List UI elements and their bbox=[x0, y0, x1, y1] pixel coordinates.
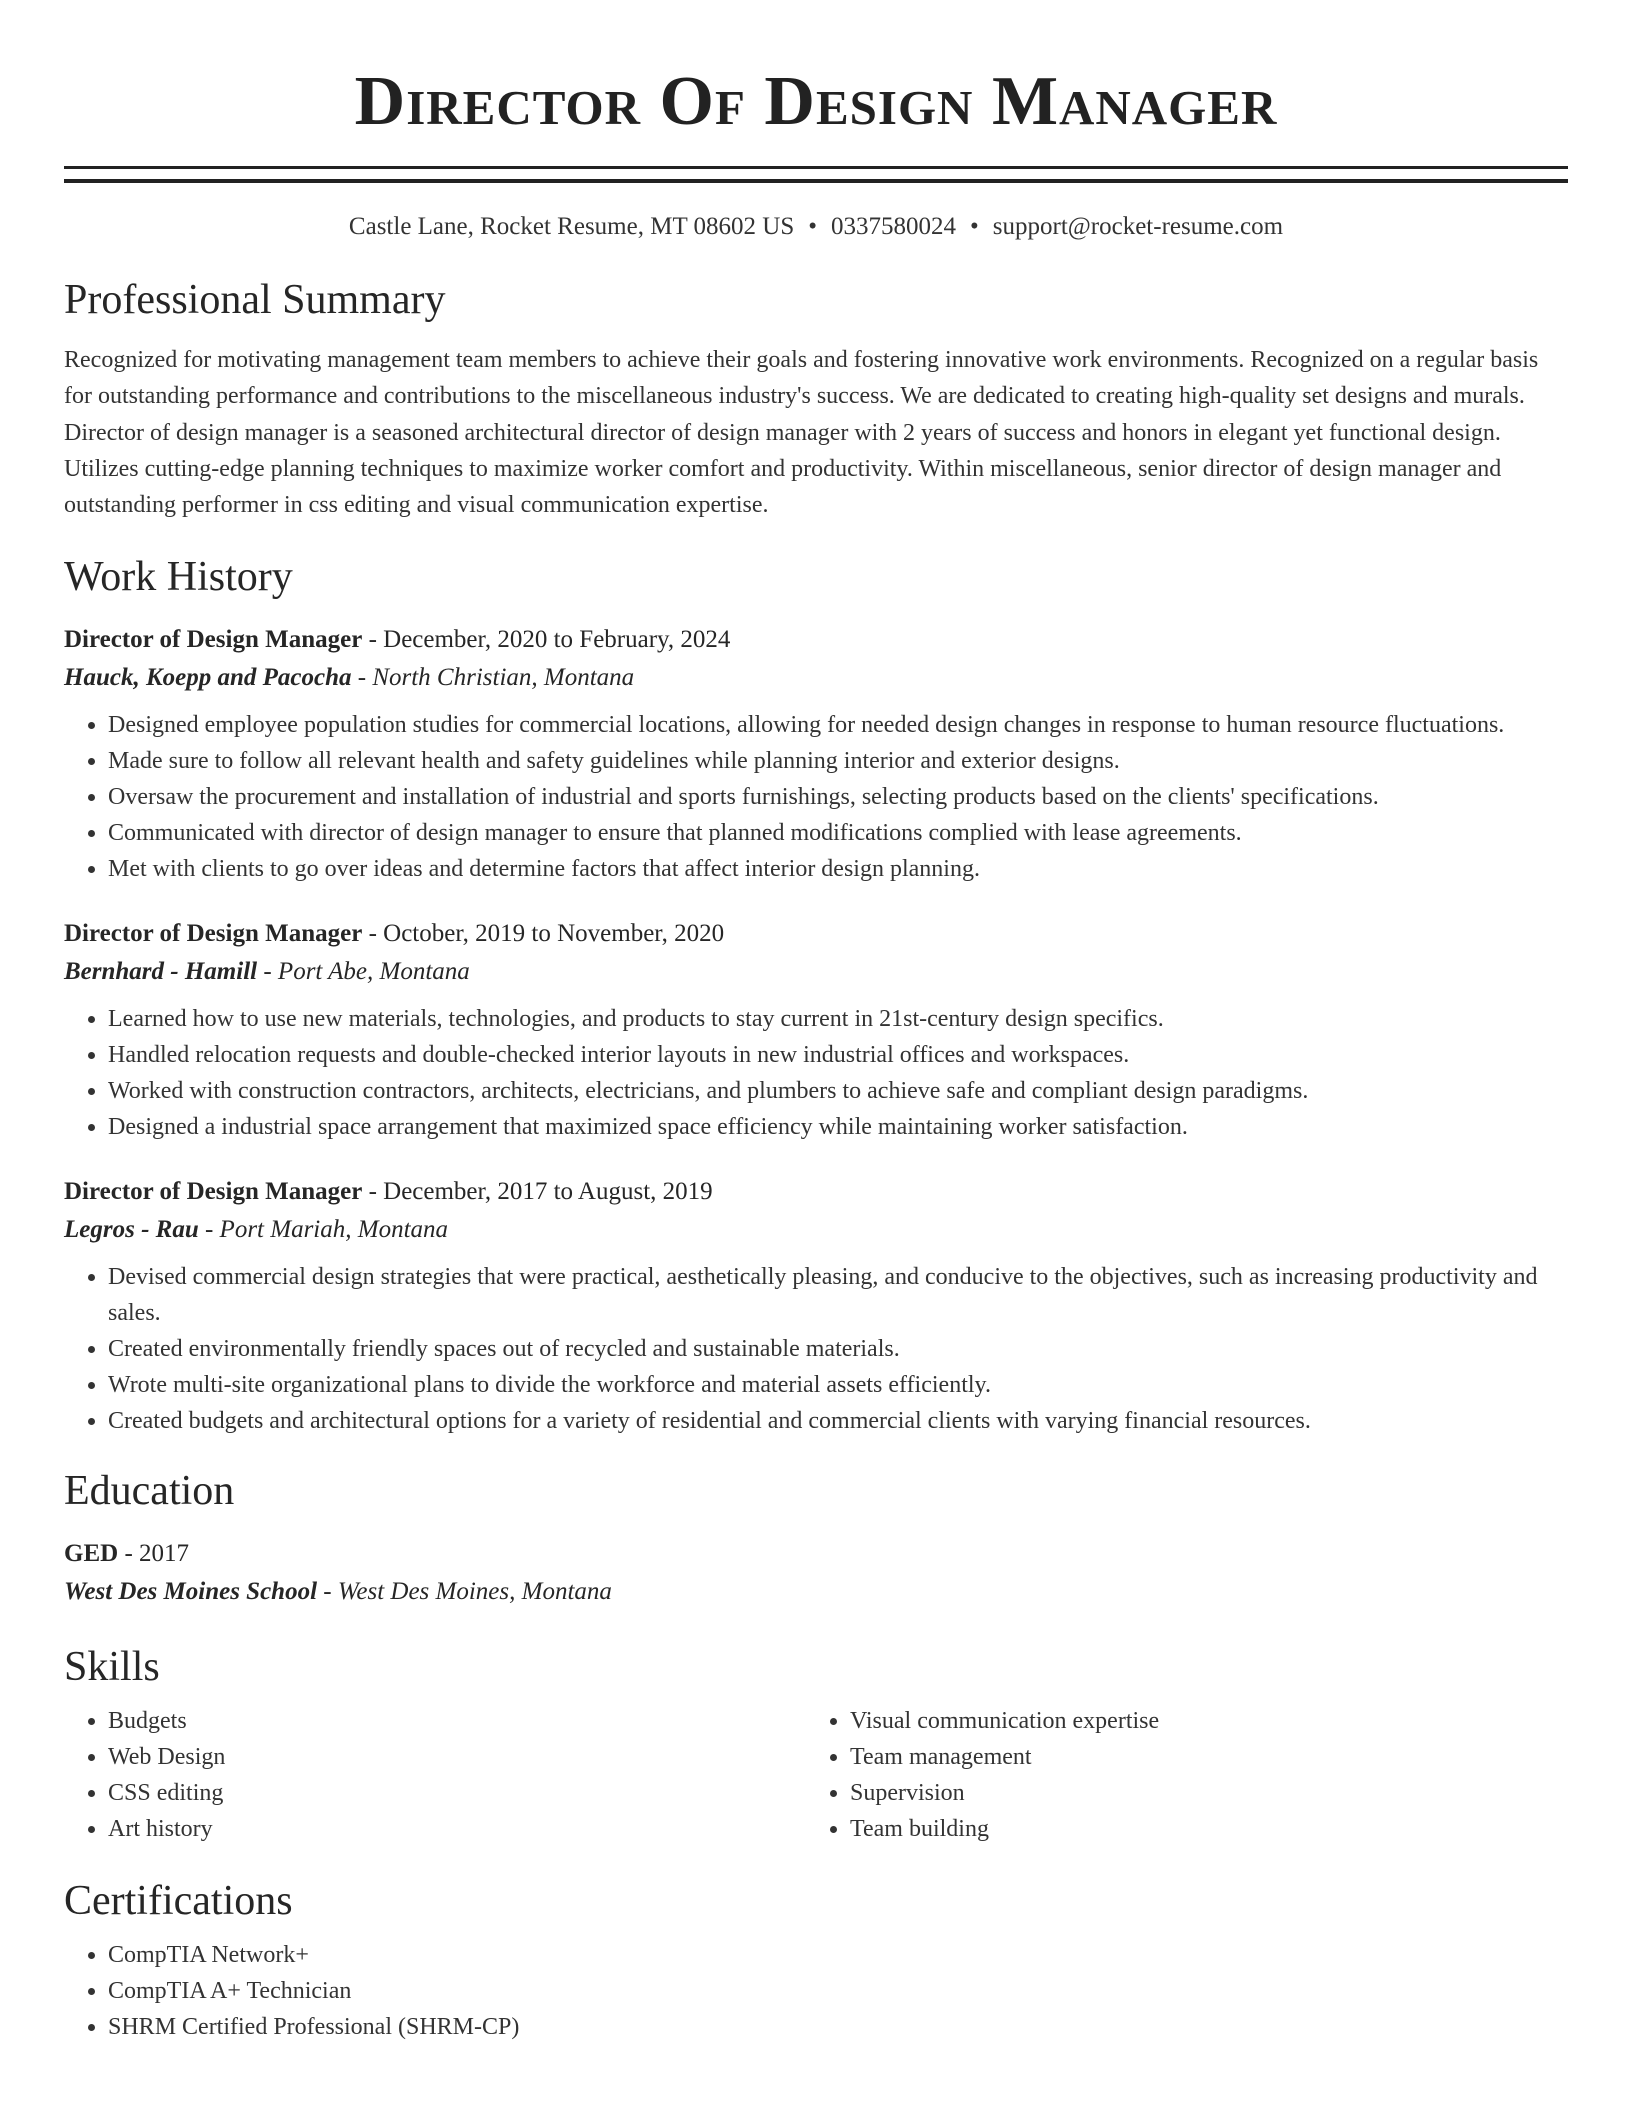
skill-item: • Art history bbox=[108, 1811, 806, 1847]
resume-name: Director Of Design Manager bbox=[354, 63, 1278, 140]
contact-address: Castle Lane, Rocket Resume, MT 08602 US bbox=[348, 213, 795, 240]
job-duty: • Handled relocation requests and double-checked interior layouts in new industrial offices and workspaces. bbox=[108, 1037, 1568, 1073]
job-company: Bernhard - Hamill bbox=[64, 958, 258, 986]
job-company: Hauck, Koepp and Pacocha bbox=[64, 664, 352, 692]
job-duty: • Designed employee population studies for commercial locations, allowing for needed design changes in response to human resource fluctuations. bbox=[108, 707, 1568, 743]
skill-item: • CSS editing bbox=[108, 1775, 806, 1811]
summary-heading: Professional Summary bbox=[64, 277, 446, 323]
education-degree: GED bbox=[64, 1540, 119, 1568]
job-header bbox=[64, 621, 1568, 659]
contact-separator: • bbox=[970, 213, 979, 240]
header-divider bbox=[64, 166, 1568, 183]
job-entry bbox=[64, 915, 1568, 1145]
contact-separator: • bbox=[808, 213, 817, 240]
skills-column-right bbox=[806, 1703, 1548, 1847]
job-dates: - October, 2019 to November, 2020 bbox=[362, 920, 725, 948]
job-duty: • Oversaw the procurement and installation of industrial and sports furnishings, selecting products based on the clients' specifications. bbox=[108, 779, 1568, 815]
skill-item: • Supervision bbox=[850, 1775, 1548, 1811]
contact-phone: 0337580024 bbox=[831, 213, 956, 240]
job-dates: - December, 2017 to August, 2019 bbox=[362, 1178, 713, 1206]
education-institution bbox=[64, 1573, 1568, 1611]
skills-column-left bbox=[64, 1703, 806, 1847]
summary-text: Recognized for motivating management team members to achieve their goals and fostering innovative work environments. Recognized on a regular basis for outstanding performance and contributions to the miscellaneous industry's success. We are dedicated to creating high-quality set designs and murals. Director of design manager is a seasoned architectural director of design manager with 2 years of success and honors in elegant yet functional design. Utilizes cutting-edge planning techniques to maximize worker comfort and productivity. Within miscellaneous, senior director of design manager and outstanding performer in css editing and visual communication expertise. bbox=[64, 347, 1539, 519]
job-header bbox=[64, 1173, 1568, 1211]
skill-item: • Budgets bbox=[108, 1703, 806, 1739]
certifications-list bbox=[64, 1937, 1568, 2045]
job-location: - Port Mariah, Montana bbox=[198, 1216, 449, 1244]
skill-item: • Web Design bbox=[108, 1739, 806, 1775]
job-employer bbox=[64, 1211, 1568, 1249]
job-duty: • Communicated with director of design manager to ensure that planned modifications complied with lease agreements. bbox=[108, 815, 1568, 851]
job-duty: • Met with clients to go over ideas and determine factors that affect interior design planning. bbox=[108, 851, 1568, 887]
job-employer bbox=[64, 953, 1568, 991]
job-duty: • Created environmentally friendly spaces out of recycled and sustainable materials. bbox=[108, 1331, 1568, 1367]
job-role: Director of Design Manager bbox=[64, 920, 363, 948]
job-duty: • Designed a industrial space arrangement that maximized space efficiency while maintaining worker satisfaction. bbox=[108, 1109, 1568, 1145]
job-duty: • Created budgets and architectural options for a variety of residential and commercial clients with varying financial resources. bbox=[108, 1403, 1568, 1439]
job-entry bbox=[64, 621, 1568, 887]
skill-item: • Visual communication expertise bbox=[850, 1703, 1548, 1739]
job-dates: - December, 2020 to February, 2024 bbox=[362, 626, 731, 654]
education-school: West Des Moines School bbox=[64, 1578, 318, 1606]
skills-grid bbox=[64, 1703, 1568, 1847]
skill-item: • Team management bbox=[850, 1739, 1548, 1775]
education-heading: Education bbox=[64, 1468, 235, 1515]
contact-email: support@rocket-resume.com bbox=[992, 213, 1284, 240]
education-location: - West Des Moines, Montana bbox=[317, 1578, 612, 1606]
education-entry bbox=[64, 1535, 1568, 1611]
job-role: Director of Design Manager bbox=[64, 626, 363, 654]
education-year: - 2017 bbox=[118, 1540, 190, 1568]
job-company: Legros - Rau bbox=[64, 1216, 199, 1244]
work-history-heading: Work History bbox=[64, 554, 293, 601]
skill-item: • Team building bbox=[850, 1811, 1548, 1847]
job-entry bbox=[64, 1173, 1568, 1439]
job-duty: • Devised commercial design strategies that were practical, aesthetically pleasing, and conducive to the objectives, such as increasing productivity and sales. bbox=[108, 1259, 1568, 1331]
job-duties bbox=[64, 1001, 1568, 1145]
job-duty: • Learned how to use new materials, technologies, and products to stay current in 21st-century design specifics. bbox=[108, 1001, 1568, 1037]
job-duty: • Worked with construction contractors, architects, electricians, and plumbers to achieve safe and compliant design paradigms. bbox=[108, 1073, 1568, 1109]
certifications-heading: Certifications bbox=[64, 1878, 293, 1925]
education-header bbox=[64, 1535, 1568, 1573]
job-location: - North Christian, Montana bbox=[351, 664, 635, 692]
skills-heading: Skills bbox=[64, 1644, 160, 1691]
job-role: Director of Design Manager bbox=[64, 1178, 363, 1206]
job-duty: • Made sure to follow all relevant health and safety guidelines while planning interior and exterior designs. bbox=[108, 743, 1568, 779]
certification-item: • SHRM Certified Professional (SHRM-CP) bbox=[108, 2009, 1568, 2045]
job-location: - Port Abe, Montana bbox=[257, 958, 470, 986]
contact-line bbox=[64, 210, 1568, 244]
job-duties bbox=[64, 707, 1568, 887]
certification-item: • CompTIA A+ Technician bbox=[108, 1973, 1568, 2009]
job-duties bbox=[64, 1259, 1568, 1439]
certification-item: • CompTIA Network+ bbox=[108, 1937, 1568, 1973]
job-header bbox=[64, 915, 1568, 953]
job-employer bbox=[64, 659, 1568, 697]
job-duty: • Wrote multi-site organizational plans to divide the workforce and material assets efficiently. bbox=[108, 1367, 1568, 1403]
